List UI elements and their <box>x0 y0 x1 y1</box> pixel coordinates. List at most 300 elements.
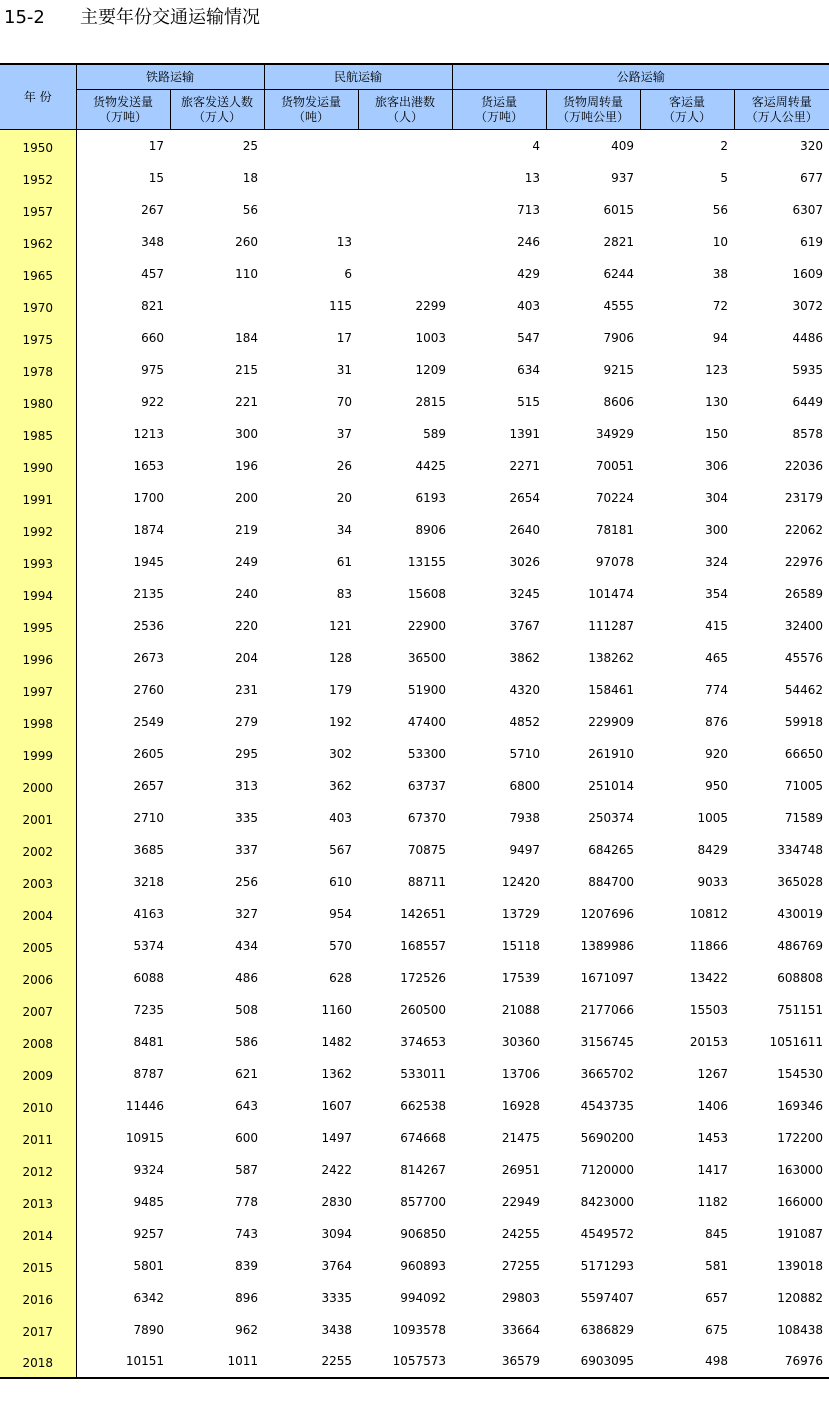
year-cell <box>0 226 76 258</box>
value-cell: 5801 <box>133 1258 164 1273</box>
value-cell: 327 <box>235 906 259 921</box>
value-cell: 15503 <box>689 1002 729 1017</box>
year-label: 1998 <box>22 716 54 731</box>
value-cell: 22949 <box>501 1194 541 1209</box>
year-cell <box>0 194 76 226</box>
column-header-name: 旅客发送人数 <box>181 94 254 109</box>
value-cell: 3094 <box>321 1226 353 1241</box>
value-cell: 1362 <box>321 1066 353 1081</box>
value-cell: 17 <box>148 138 164 153</box>
value-cell: 1417 <box>697 1162 729 1177</box>
value-cell: 5710 <box>509 746 541 761</box>
value-cell: 12420 <box>501 874 541 889</box>
value-cell: 465 <box>705 650 729 665</box>
value-cell: 2673 <box>133 650 164 665</box>
year-label: 1978 <box>22 364 54 379</box>
table-row <box>0 1122 829 1154</box>
value-cell: 354 <box>705 586 729 601</box>
value-cell: 430019 <box>777 906 824 921</box>
value-cell: 15 <box>148 170 164 185</box>
value-cell: 409 <box>611 138 635 153</box>
value-cell: 229909 <box>588 714 635 729</box>
value-cell: 2830 <box>321 1194 353 1209</box>
value-cell: 8787 <box>133 1066 164 1081</box>
value-cell: 59918 <box>784 714 824 729</box>
table-row <box>0 706 829 738</box>
value-cell: 2177066 <box>580 1002 635 1017</box>
value-cell: 643 <box>235 1098 259 1113</box>
value-cell <box>358 130 452 162</box>
year-label: 1993 <box>22 556 54 571</box>
value-cell: 533011 <box>400 1066 447 1081</box>
value-cell: 295 <box>235 746 259 761</box>
value-cell: 1700 <box>133 490 164 505</box>
value-cell: 662538 <box>400 1098 447 1113</box>
value-cell: 4543735 <box>580 1098 635 1113</box>
value-cell: 814267 <box>400 1162 447 1177</box>
year-label: 1990 <box>22 460 54 475</box>
value-cell: 415 <box>705 618 729 633</box>
year-cell <box>0 290 76 322</box>
value-cell: 567 <box>329 842 353 857</box>
value-cell: 4 <box>532 138 541 153</box>
year-label: 1999 <box>22 748 54 763</box>
year-label: 1985 <box>22 428 54 443</box>
value-cell: 498 <box>640 1346 734 1378</box>
year-cell <box>0 418 76 450</box>
value-cell: 677 <box>800 170 824 185</box>
value-cell: 1453 <box>697 1130 729 1145</box>
value-cell: 94 <box>712 330 729 345</box>
value-cell: 13 <box>524 170 541 185</box>
value-cell: 166000 <box>777 1194 824 1209</box>
value-cell: 231 <box>235 682 259 697</box>
value-cell: 960893 <box>400 1258 447 1273</box>
value-cell: 27255 <box>501 1258 541 1273</box>
value-cell: 5597407 <box>580 1290 635 1305</box>
value-cell: 600 <box>235 1130 259 1145</box>
value-cell: 22900 <box>407 618 447 633</box>
value-cell: 1609 <box>792 266 824 281</box>
value-cell: 374653 <box>400 1034 447 1049</box>
value-cell: 251014 <box>588 778 635 793</box>
value-cell: 7890 <box>133 1322 164 1337</box>
value-cell: 6088 <box>133 970 164 985</box>
value-cell: 72 <box>712 298 729 313</box>
year-label: 2003 <box>22 876 54 891</box>
table-row <box>0 834 829 866</box>
column-header <box>358 90 452 130</box>
column-header-unit: （万人） <box>193 109 242 124</box>
value-cell: 634 <box>517 362 541 377</box>
value-cell: 139018 <box>777 1258 824 1273</box>
value-cell <box>264 194 358 226</box>
value-cell: 608808 <box>777 970 824 985</box>
year-cell <box>0 930 76 962</box>
value-cell: 220 <box>235 618 259 633</box>
year-label: 1992 <box>22 524 54 539</box>
value-cell: 36500 <box>407 650 447 665</box>
value-cell: 743 <box>235 1226 259 1241</box>
year-label: 2004 <box>22 908 54 923</box>
value-cell: 619 <box>800 234 824 249</box>
value-cell: 138262 <box>588 650 635 665</box>
value-cell: 169346 <box>777 1098 824 1113</box>
column-header-name: 货运量 <box>481 94 518 109</box>
year-cell <box>0 1090 76 1122</box>
value-cell: 172200 <box>777 1130 824 1145</box>
year-cell <box>0 706 76 738</box>
value-cell: 4320 <box>509 682 541 697</box>
year-label: 1994 <box>22 588 54 603</box>
year-cell <box>0 546 76 578</box>
table-row <box>0 258 829 290</box>
value-cell: 3072 <box>792 298 824 313</box>
table-row <box>0 226 829 258</box>
value-cell: 586 <box>235 1034 259 1049</box>
value-cell: 306 <box>705 458 729 473</box>
table-number: 15-2 <box>4 7 45 28</box>
value-cell: 434 <box>235 938 259 953</box>
table-row <box>0 1186 829 1218</box>
value-cell: 172526 <box>400 970 447 985</box>
value-cell: 975 <box>141 362 164 377</box>
value-cell: 337 <box>235 842 259 857</box>
value-cell: 5690200 <box>580 1130 635 1145</box>
group-header-railway: 铁路运输 <box>76 64 264 90</box>
value-cell: 154530 <box>777 1066 824 1081</box>
value-cell: 47400 <box>407 714 447 729</box>
column-header-name: 客运量 <box>669 94 706 109</box>
value-cell: 9485 <box>133 1194 164 1209</box>
value-cell <box>358 258 452 290</box>
column-header-unit: （万人） <box>663 109 712 124</box>
year-label: 1952 <box>22 172 54 187</box>
year-cell <box>0 482 76 514</box>
table-row <box>0 898 829 930</box>
value-cell: 1406 <box>697 1098 729 1113</box>
value-cell: 621 <box>235 1066 259 1081</box>
value-cell: 267 <box>141 202 164 217</box>
value-cell: 200 <box>235 490 259 505</box>
year-cell <box>0 1314 76 1346</box>
value-cell: 3026 <box>509 554 541 569</box>
value-cell: 3218 <box>133 874 164 889</box>
value-cell: 29803 <box>501 1290 541 1305</box>
value-cell: 1005 <box>697 810 729 825</box>
column-header <box>76 90 170 130</box>
value-cell: 302 <box>329 746 353 761</box>
table-row <box>0 1090 829 1122</box>
value-cell: 184 <box>235 330 259 345</box>
year-cell <box>0 898 76 930</box>
year-label: 2014 <box>22 1228 54 1243</box>
year-cell <box>0 674 76 706</box>
value-cell: 250374 <box>588 810 635 825</box>
value-cell: 1213 <box>133 426 164 441</box>
column-header-unit: （万人公里） <box>745 109 818 124</box>
value-cell: 123 <box>705 362 729 377</box>
value-cell: 6307 <box>792 202 824 217</box>
year-label: 1965 <box>22 268 54 283</box>
value-cell: 2135 <box>133 586 164 601</box>
value-cell: 196 <box>235 458 259 473</box>
value-cell: 13155 <box>407 554 447 569</box>
group-header-civil-aviation: 民航运输 <box>264 64 452 90</box>
value-cell: 179 <box>329 682 353 697</box>
table-row <box>0 130 829 162</box>
value-cell: 78181 <box>595 522 635 537</box>
value-cell: 937 <box>611 170 635 185</box>
table-row <box>0 994 829 1026</box>
table-title <box>4 5 260 31</box>
value-cell: 204 <box>235 650 259 665</box>
table-row <box>0 1058 829 1090</box>
value-cell: 83 <box>336 586 353 601</box>
value-cell: 256 <box>235 874 259 889</box>
value-cell: 508 <box>235 1002 259 1017</box>
year-cell <box>0 354 76 386</box>
year-label: 1975 <box>22 332 54 347</box>
year-cell <box>0 1122 76 1154</box>
value-cell: 4486 <box>792 330 824 345</box>
value-cell: 22036 <box>784 458 824 473</box>
value-cell: 778 <box>235 1194 259 1209</box>
value-cell: 34929 <box>595 426 635 441</box>
value-cell: 587 <box>235 1162 259 1177</box>
value-cell: 839 <box>235 1258 259 1273</box>
table-row <box>0 578 829 610</box>
year-label: 2006 <box>22 972 54 987</box>
value-cell: 23179 <box>784 490 824 505</box>
value-cell: 3245 <box>509 586 541 601</box>
value-cell: 215 <box>235 362 259 377</box>
value-cell: 56 <box>712 202 729 217</box>
value-cell: 1011 <box>170 1346 264 1378</box>
column-header-unit: （万吨公里） <box>557 109 630 124</box>
value-cell: 515 <box>517 394 541 409</box>
value-cell: 36579 <box>452 1346 546 1378</box>
year-label: 2011 <box>22 1132 54 1147</box>
value-cell: 9215 <box>603 362 635 377</box>
year-cell <box>0 1346 76 1378</box>
value-cell: 70224 <box>595 490 635 505</box>
year-column-header: 年 份 <box>0 64 76 130</box>
value-cell: 6903095 <box>546 1346 640 1378</box>
value-cell: 10812 <box>689 906 729 921</box>
value-cell: 70 <box>336 394 353 409</box>
value-cell: 429 <box>517 266 541 281</box>
table-row <box>0 642 829 674</box>
value-cell: 1207696 <box>580 906 635 921</box>
value-cell: 403 <box>517 298 541 313</box>
value-cell: 13729 <box>501 906 541 921</box>
table-row <box>0 354 829 386</box>
value-cell: 8423000 <box>580 1194 635 1209</box>
value-cell: 7906 <box>603 330 635 345</box>
value-cell: 192 <box>329 714 353 729</box>
value-cell: 128 <box>329 650 353 665</box>
value-cell: 713 <box>517 202 541 217</box>
value-cell: 71005 <box>784 778 824 793</box>
year-cell <box>0 1058 76 1090</box>
value-cell: 5171293 <box>580 1258 635 1273</box>
year-label: 2018 <box>22 1356 54 1370</box>
table-row <box>0 962 829 994</box>
value-cell: 457 <box>141 266 164 281</box>
table-row <box>0 194 829 226</box>
value-cell: 884700 <box>588 874 635 889</box>
value-cell: 20153 <box>689 1034 729 1049</box>
value-cell: 26589 <box>784 586 824 601</box>
value-cell: 20 <box>336 490 353 505</box>
value-cell: 2 <box>720 138 729 153</box>
value-cell: 191087 <box>777 1226 824 1241</box>
value-cell: 7938 <box>509 810 541 825</box>
value-cell: 1391 <box>509 426 541 441</box>
value-cell: 3767 <box>509 618 541 633</box>
value-cell: 486769 <box>777 938 824 953</box>
column-header-name: 货物发运量 <box>281 94 342 109</box>
value-cell: 403 <box>329 810 353 825</box>
value-cell: 71589 <box>784 810 824 825</box>
year-label: 1991 <box>22 492 54 507</box>
year-label: 2016 <box>22 1292 54 1307</box>
value-cell: 22976 <box>784 554 824 569</box>
value-cell: 313 <box>235 778 259 793</box>
table-row <box>0 1346 829 1378</box>
table-row <box>0 1314 829 1346</box>
value-cell <box>358 226 452 258</box>
value-cell: 348 <box>141 234 164 249</box>
year-cell <box>0 962 76 994</box>
value-cell: 876 <box>705 714 729 729</box>
column-header <box>734 90 829 130</box>
value-cell: 774 <box>705 682 729 697</box>
value-cell: 168557 <box>400 938 447 953</box>
table-row <box>0 674 829 706</box>
value-cell: 2605 <box>133 746 164 761</box>
value-cell: 150 <box>705 426 729 441</box>
value-cell: 4555 <box>603 298 635 313</box>
value-cell: 261910 <box>588 746 635 761</box>
value-cell: 26951 <box>501 1162 541 1177</box>
column-header-name: 货物周转量 <box>563 94 624 109</box>
value-cell: 15608 <box>407 586 447 601</box>
value-cell: 9257 <box>133 1226 164 1241</box>
value-cell: 300 <box>705 522 729 537</box>
value-cell: 110 <box>235 266 259 281</box>
value-cell: 610 <box>329 874 353 889</box>
value-cell: 570 <box>329 938 353 953</box>
value-cell: 2657 <box>133 778 164 793</box>
value-cell: 11446 <box>125 1098 164 1113</box>
value-cell: 9033 <box>697 874 729 889</box>
value-cell: 70875 <box>407 842 447 857</box>
value-cell: 279 <box>235 714 259 729</box>
value-cell: 108438 <box>777 1322 824 1337</box>
table-row <box>0 322 829 354</box>
value-cell: 365028 <box>777 874 824 889</box>
value-cell: 920 <box>705 746 729 761</box>
value-cell: 130 <box>705 394 729 409</box>
year-cell <box>0 578 76 610</box>
year-cell <box>0 610 76 642</box>
value-cell: 1389986 <box>580 938 635 953</box>
value-cell: 1057573 <box>358 1346 452 1378</box>
value-cell: 3438 <box>321 1322 353 1337</box>
column-header <box>546 90 640 130</box>
value-cell: 34 <box>336 522 353 537</box>
year-label: 2015 <box>22 1260 54 1275</box>
table-row <box>0 1218 829 1250</box>
value-cell: 1267 <box>697 1066 729 1081</box>
value-cell: 2815 <box>415 394 447 409</box>
value-cell: 246 <box>517 234 541 249</box>
value-cell: 15118 <box>501 938 541 953</box>
value-cell: 260500 <box>400 1002 447 1017</box>
value-cell: 2549 <box>133 714 164 729</box>
year-cell <box>0 386 76 418</box>
value-cell: 240 <box>235 586 259 601</box>
year-label: 2012 <box>22 1164 54 1179</box>
value-cell: 1607 <box>321 1098 353 1113</box>
value-cell: 954 <box>329 906 353 921</box>
year-cell <box>0 1154 76 1186</box>
year-cell <box>0 866 76 898</box>
value-cell: 335 <box>235 810 259 825</box>
year-cell <box>0 834 76 866</box>
table-caption: 主要年份交通运输情况 <box>80 7 260 28</box>
year-cell <box>0 450 76 482</box>
value-cell <box>358 194 452 226</box>
value-cell: 101474 <box>588 586 635 601</box>
year-label: 2010 <box>22 1100 54 1115</box>
value-cell: 121 <box>329 618 353 633</box>
table-row <box>0 482 829 514</box>
value-cell: 76976 <box>734 1346 829 1378</box>
column-header-unit: （万吨） <box>475 109 524 124</box>
value-cell: 6449 <box>792 394 824 409</box>
column-header-unit: （万吨） <box>98 109 147 124</box>
value-cell: 1497 <box>321 1130 353 1145</box>
value-cell: 589 <box>423 426 447 441</box>
value-cell: 684265 <box>588 842 635 857</box>
value-cell: 7235 <box>133 1002 164 1017</box>
value-cell: 4852 <box>509 714 541 729</box>
value-cell: 32400 <box>784 618 824 633</box>
value-cell: 1945 <box>133 554 164 569</box>
value-cell: 1671097 <box>580 970 635 985</box>
table-row <box>0 930 829 962</box>
value-cell: 2760 <box>133 682 164 697</box>
value-cell: 120882 <box>777 1290 824 1305</box>
value-cell: 2640 <box>509 522 541 537</box>
year-label: 2008 <box>22 1036 54 1051</box>
value-cell: 21088 <box>501 1002 541 1017</box>
value-cell: 31 <box>336 362 353 377</box>
column-header-name: 货物发送量 <box>92 94 153 109</box>
value-cell: 2710 <box>133 810 164 825</box>
table-row <box>0 386 829 418</box>
value-cell: 2255 <box>264 1346 358 1378</box>
value-cell: 3685 <box>133 842 164 857</box>
value-cell: 115 <box>329 298 353 313</box>
value-cell: 3665702 <box>580 1066 635 1081</box>
value-cell: 320 <box>800 138 824 153</box>
transport-stats-table <box>0 63 829 1379</box>
year-label: 2009 <box>22 1068 54 1083</box>
